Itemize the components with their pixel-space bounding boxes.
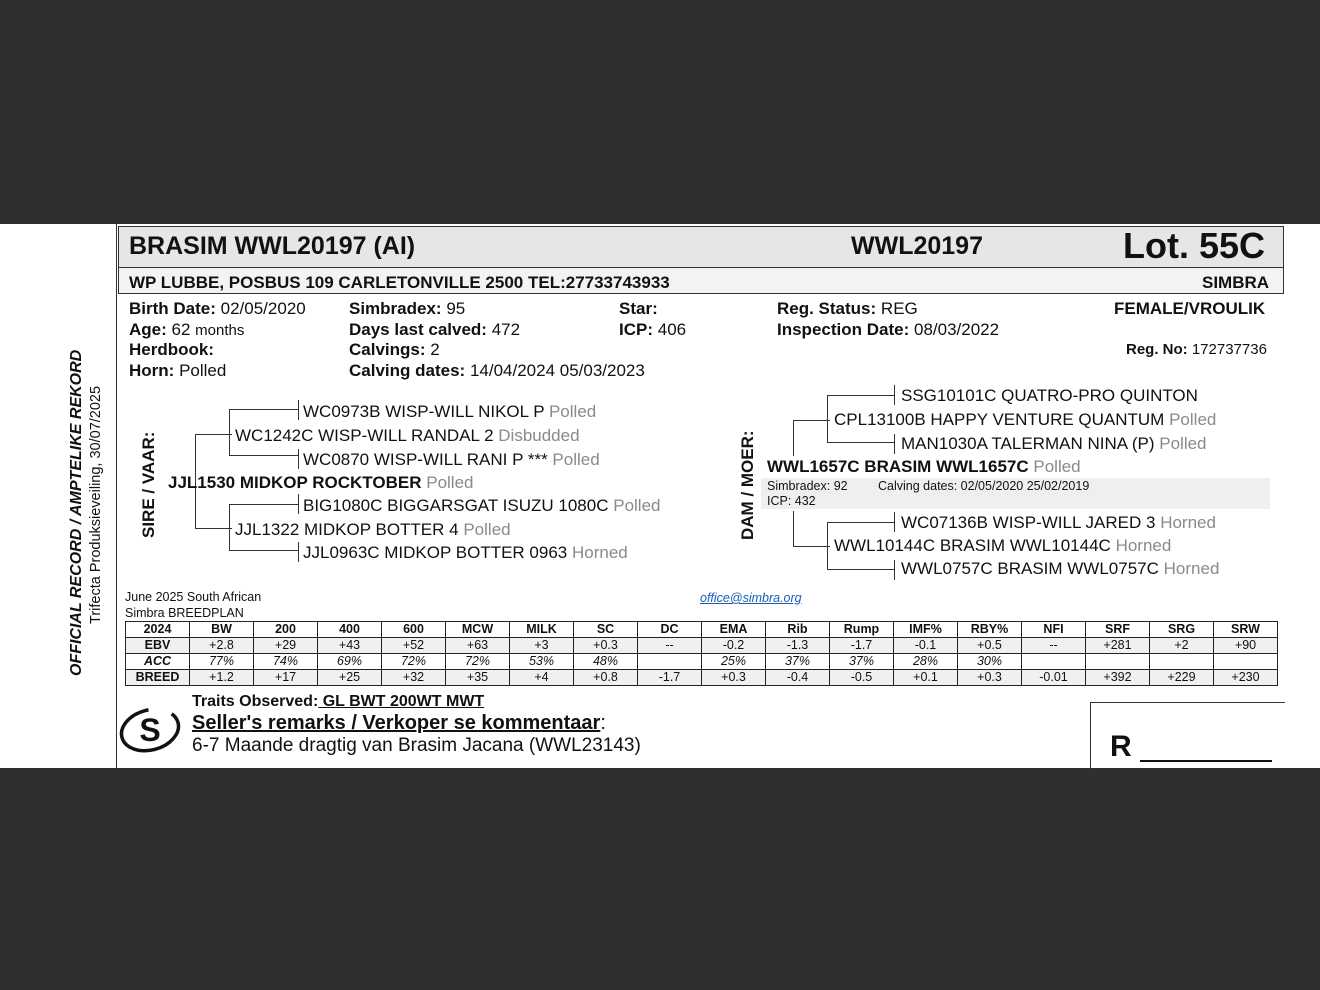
- acc-row-cell: ACC: [126, 654, 190, 670]
- star: Star:: [619, 299, 658, 318]
- ebv-header-row-cell: IMF%: [894, 622, 958, 638]
- dam-line: [793, 420, 794, 456]
- sire-line: [229, 455, 299, 456]
- dam-line: [827, 522, 895, 523]
- ebv-row-cell: -0.2: [702, 638, 766, 654]
- ebv-row-cell: -1.7: [830, 638, 894, 654]
- ebv-header-row-cell: 2024: [126, 622, 190, 638]
- dam-line: [827, 395, 895, 396]
- ebv-header-row-cell: SC: [574, 622, 638, 638]
- acc-row-cell: 25%: [702, 654, 766, 670]
- inspection-date: Inspection Date: 08/03/2022: [777, 320, 1000, 339]
- breed-row-cell: +17: [254, 670, 318, 686]
- breed-row-cell: +4: [510, 670, 574, 686]
- ebv-header-row-cell: Rump: [830, 622, 894, 638]
- breed-row-cell: -0.5: [830, 670, 894, 686]
- email-link[interactable]: office@simbra.org: [700, 591, 802, 605]
- herdbook: Herdbook:: [129, 340, 214, 359]
- dam-sire: CPL13100B HAPPY VENTURE QUANTUM Polled: [834, 410, 1217, 429]
- auction-caption: Trifecta Produksieveiling, 30/07/2025: [88, 385, 104, 624]
- dam-line: [894, 385, 895, 405]
- animal-name: BRASIM WWL20197 (AI): [129, 232, 416, 260]
- dam-dam: WWL10144C BRASIM WWL10144C Horned: [834, 536, 1172, 555]
- ebv-row-cell: +2: [1150, 638, 1214, 654]
- breed-row-cell: -0.01: [1022, 670, 1086, 686]
- age: Age: 62 months: [129, 320, 245, 339]
- breed-row-cell: +35: [446, 670, 510, 686]
- dam-line: [793, 420, 830, 421]
- seller-remarks-heading: Seller's remarks / Verkoper se kommentaar:: [192, 712, 606, 734]
- price-underline: [1140, 760, 1272, 762]
- simbradex: Simbradex: 95: [349, 299, 466, 318]
- sire-line: [229, 409, 230, 455]
- horn-status: Horn: Polled: [129, 361, 227, 380]
- breed-row-cell: +25: [318, 670, 382, 686]
- sire-line: [195, 434, 232, 435]
- dam-line: [793, 511, 794, 547]
- acc-row-cell: [638, 654, 702, 670]
- ebv-header-row-cell: MCW: [446, 622, 510, 638]
- acc-row-cell: 30%: [958, 654, 1022, 670]
- simbra-logo: [118, 704, 182, 760]
- sire-sire-sire: WC0973B WISP-WILL NIKOL P Polled: [303, 402, 597, 421]
- sire: JJL1530 MIDKOP ROCKTOBER Polled: [168, 473, 474, 492]
- dam-line: [827, 569, 895, 570]
- ebv-row-cell: +281: [1086, 638, 1150, 654]
- sire-dam: JJL1322 MIDKOP BOTTER 4 Polled: [235, 520, 511, 539]
- ebv-header-row-cell: SRF: [1086, 622, 1150, 638]
- acc-row-cell: 77%: [190, 654, 254, 670]
- ebv-row-cell: +90: [1214, 638, 1278, 654]
- acc-row-cell: 53%: [510, 654, 574, 670]
- breedplan-caption-1: June 2025 South African: [125, 590, 262, 604]
- calvings: Calvings: 2: [349, 340, 440, 359]
- lot-number: Lot. 55C: [1123, 225, 1266, 266]
- sire-sire-dam: WC0870 WISP-WILL RANI P *** Polled: [303, 450, 600, 469]
- ebv-row-cell: +2.8: [190, 638, 254, 654]
- ebv-header-row-cell: DC: [638, 622, 702, 638]
- sex: FEMALE/VROULIK: [1114, 299, 1266, 318]
- breed-name: SIMBRA: [1202, 273, 1270, 292]
- breed-row-cell: +0.3: [702, 670, 766, 686]
- birth-date: Birth Date: 02/05/2020: [129, 299, 306, 318]
- breed-row-cell: -1.7: [638, 670, 702, 686]
- acc-row-cell: [1022, 654, 1086, 670]
- acc-row-cell: [1086, 654, 1150, 670]
- dam-icp: ICP: 432: [767, 494, 816, 508]
- breed-row-cell: +229: [1150, 670, 1214, 686]
- breed-row-cell: BREED: [126, 670, 190, 686]
- ebv-header-row-cell: 200: [254, 622, 318, 638]
- sire-line: [229, 550, 299, 551]
- owner-info: WP LUBBE, POSBUS 109 CARLETONVILLE 2500 TEL:27733743933: [129, 273, 670, 292]
- sire-dam-dam: JJL0963C MIDKOP BOTTER 0963 Horned: [303, 543, 628, 562]
- breed-row-cell: +1.2: [190, 670, 254, 686]
- dam-line: [827, 442, 895, 443]
- ebv-row-cell: +43: [318, 638, 382, 654]
- breed-row-cell: +32: [382, 670, 446, 686]
- seller-remarks: 6-7 Maande dragtig van Brasim Jacana (WWL23143): [192, 735, 641, 756]
- ebv-header-row-cell: EMA: [702, 622, 766, 638]
- dam-sire-dam: MAN1030A TALERMAN NINA (P) Polled: [901, 434, 1207, 453]
- acc-row-cell: 69%: [318, 654, 382, 670]
- dam-dam-dam: WWL0757C BRASIM WWL0757C Horned: [901, 559, 1220, 578]
- dam-line: [894, 512, 895, 532]
- dam-dam-sire: WC07136B WISP-WILL JARED 3 Horned: [901, 513, 1216, 532]
- ebv-row-cell: --: [638, 638, 702, 654]
- sire-line: [229, 504, 230, 550]
- ebv-header-row-cell: SRG: [1150, 622, 1214, 638]
- acc-row: [126, 654, 1278, 670]
- ebv-row-cell: --: [1022, 638, 1086, 654]
- breed-row-cell: +230: [1214, 670, 1278, 686]
- sire-dam-sire: BIG1080C BIGGARSGAT ISUZU 1080C Polled: [303, 496, 661, 515]
- ebv-row-cell: +29: [254, 638, 318, 654]
- lot-card: [0, 224, 1320, 768]
- acc-row-cell: 74%: [254, 654, 318, 670]
- ebv-header-row-cell: NFI: [1022, 622, 1086, 638]
- ebv-row-cell: +0.3: [574, 638, 638, 654]
- acc-row-cell: 48%: [574, 654, 638, 670]
- price-label: R: [1110, 730, 1132, 763]
- ebv-table: [125, 621, 1278, 686]
- dam-line: [894, 560, 895, 580]
- acc-row-cell: 37%: [830, 654, 894, 670]
- dam-calving-dates: Calving dates: 02/05/2020 25/02/2019: [878, 479, 1090, 493]
- ebv-row-cell: +52: [382, 638, 446, 654]
- acc-row-cell: 72%: [382, 654, 446, 670]
- ebv-header-row-cell: 400: [318, 622, 382, 638]
- breed-row-cell: +0.8: [574, 670, 638, 686]
- acc-row-cell: 72%: [446, 654, 510, 670]
- ebv-row-cell: -1.3: [766, 638, 830, 654]
- sire-line: [195, 528, 232, 529]
- acc-row-cell: 37%: [766, 654, 830, 670]
- ebv-header-row: [126, 622, 1278, 638]
- dam-label: DAM / MOER:: [738, 430, 757, 540]
- ebv-header-row-cell: Rib: [766, 622, 830, 638]
- acc-row-cell: [1150, 654, 1214, 670]
- breed-row-cell: +0.3: [958, 670, 1022, 686]
- dam-simbradex: Simbradex: 92: [767, 479, 848, 493]
- traits-observed: Traits Observed: GL BWT 200WT MWT: [192, 693, 485, 710]
- reg-number: Reg. No: 172737736: [1126, 341, 1267, 358]
- ebv-row-cell: +0.5: [958, 638, 1022, 654]
- ebv-header-row-cell: SRW: [1214, 622, 1278, 638]
- ebv-header-row-cell: MILK: [510, 622, 574, 638]
- sire-line: [229, 409, 299, 410]
- logo-letter: S: [139, 712, 161, 748]
- ebv-header-row-cell: BW: [190, 622, 254, 638]
- calving-dates: Calving dates: 14/04/2024 05/03/2023: [349, 361, 645, 380]
- sire-line: [298, 542, 299, 562]
- ebv-row: [126, 638, 1278, 654]
- breed-row-cell: -0.4: [766, 670, 830, 686]
- breedplan-caption-2: Simbra BREEDPLAN: [125, 606, 244, 620]
- sire-line: [298, 400, 299, 420]
- logo-icon: [118, 704, 182, 760]
- reg-status: Reg. Status: REG: [777, 299, 918, 318]
- dam-line: [894, 434, 895, 454]
- dam-line: [827, 395, 828, 442]
- ebv-row-cell: -0.1: [894, 638, 958, 654]
- ebv-row-cell: EBV: [126, 638, 190, 654]
- official-record-caption: OFFICIAL RECORD / AMPTELIKE REKORD: [68, 349, 85, 676]
- ebv-row-cell: +63: [446, 638, 510, 654]
- icp: ICP: 406: [619, 320, 687, 339]
- breed-row-cell: +0.1: [894, 670, 958, 686]
- ebv-header-row-cell: RBY%: [958, 622, 1022, 638]
- acc-row-cell: [1214, 654, 1278, 670]
- sire-line: [298, 494, 299, 514]
- ebv-header-row-cell: 600: [382, 622, 446, 638]
- acc-row-cell: 28%: [894, 654, 958, 670]
- sire-line: [229, 504, 299, 505]
- sire-line: [298, 449, 299, 469]
- sire-label: SIRE / VAAR:: [139, 431, 158, 538]
- ebv-row-cell: +3: [510, 638, 574, 654]
- breed-row-cell: +392: [1086, 670, 1150, 686]
- breed-row: [126, 670, 1278, 686]
- sire-sire: WC1242C WISP-WILL RANDAL 2 Disbudded: [235, 426, 580, 445]
- dam: WWL1657C BRASIM WWL1657C Polled: [767, 457, 1081, 476]
- dam-line: [793, 546, 830, 547]
- days-last-calved: Days last calved: 472: [349, 320, 521, 339]
- dam-line: [827, 522, 828, 569]
- dam-sire-sire: SSG10101C QUATRO-PRO QUINTON: [901, 386, 1198, 405]
- animal-code: WWL20197: [851, 232, 983, 260]
